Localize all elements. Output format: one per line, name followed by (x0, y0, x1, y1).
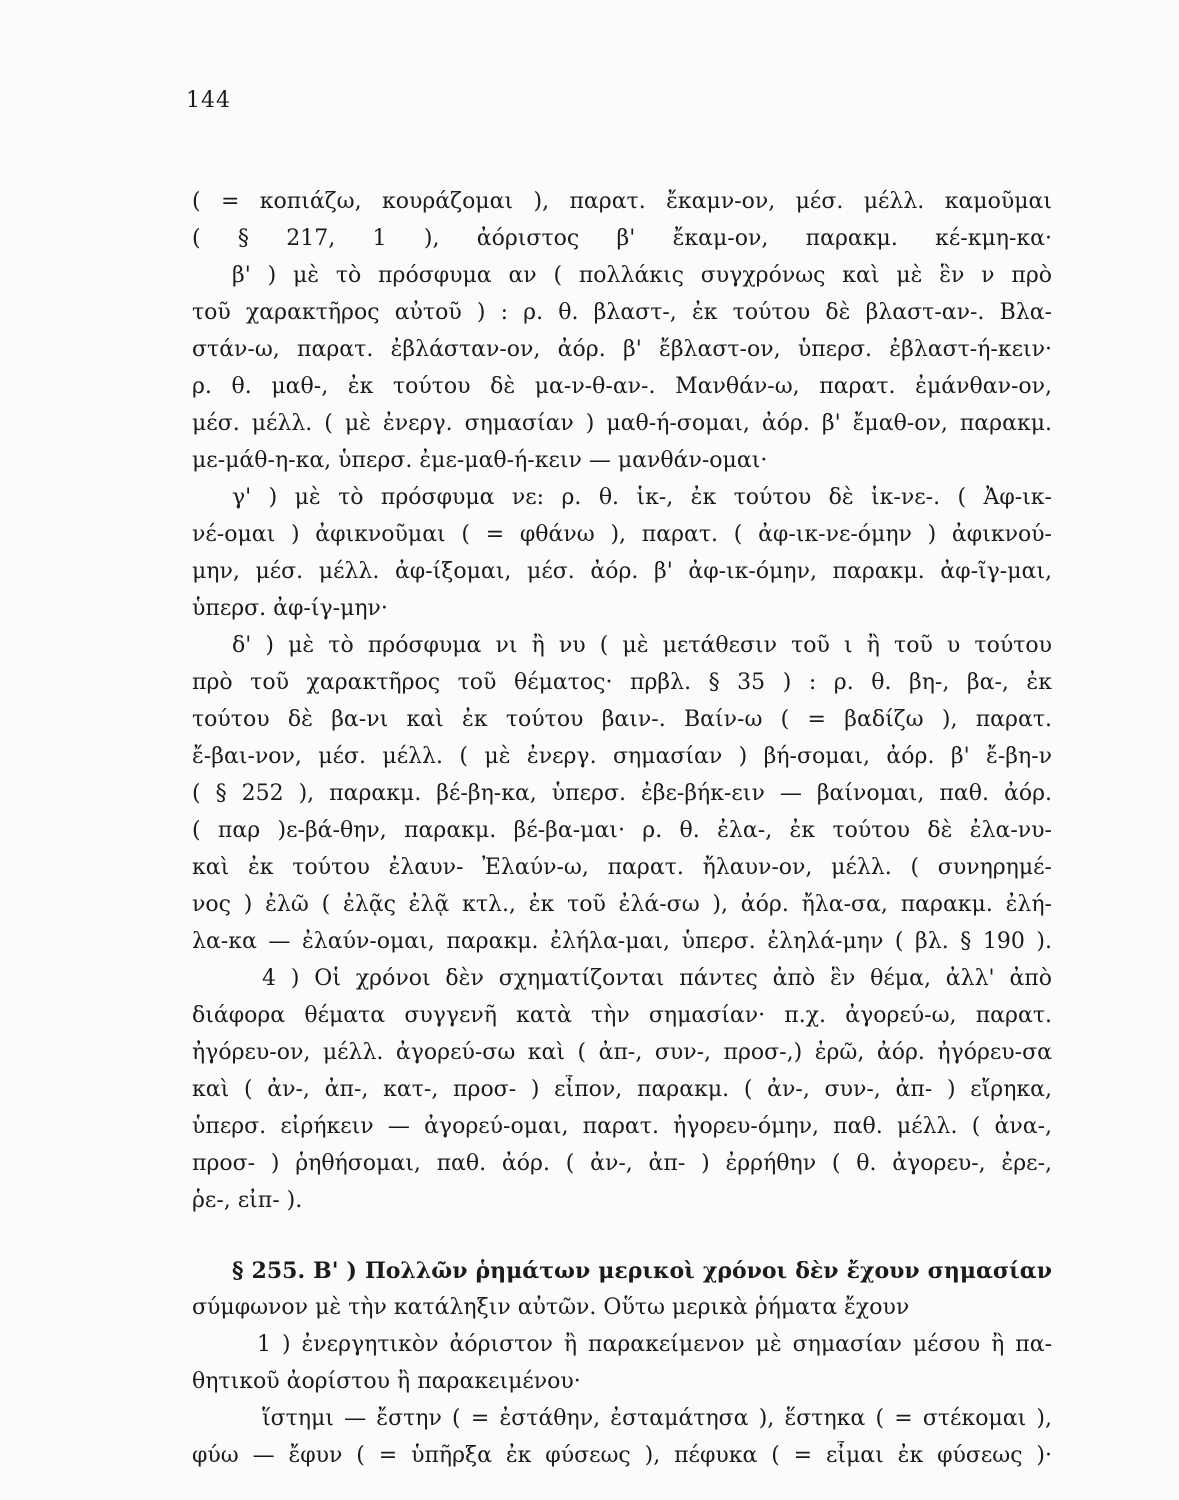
text-line: διάφορα θέματα συγγενῆ κατὰ τὴν σημασίαν· π.χ. ἀγορεύ-ω, παρατ. (192, 1003, 1052, 1028)
text-line: τοῦ χαρακτῆρος αὐτοῦ ) : ρ. θ. βλαστ-, ἐκ τούτου δὲ βλαστ-αν-. Βλα- (192, 300, 1052, 325)
text-line: ( = κοπιάζω, κουράζομαι ), παρατ. ἔκαμν-ον, μέσ. μέλλ. καμοῦμαι (192, 189, 1052, 214)
text-line: ὑπερσ. ἀφ-ίγ-μην· (192, 596, 388, 621)
text-line: πρὸ τοῦ χαρακτῆρος τοῦ θέματος· πρβλ. § 35 ) : ρ. θ. βη-, βα-, ἐκ (192, 670, 1052, 695)
text-line: δ' ) μὲ τὸ πρόσφυμα νι ἢ νυ ( μὲ μετάθεσιν τοῦ ι ἢ τοῦ υ τούτου (232, 633, 1052, 658)
text-line: θητικοῦ ἀορίστου ἢ παρακειμένου· (192, 1369, 581, 1394)
text-line: μέσ. μέλλ. ( μὲ ἐνεργ. σημασίαν ) μαθ-ή-σομαι, ἀόρ. β' ἔμαθ-ον, παρακμ. (192, 411, 1052, 436)
text-line: 1 ) ἐνεργητικὸν ἀόριστον ἢ παρακείμενον μὲ σημασίαν μέσου ἢ πα- (257, 1332, 1052, 1357)
text-line: μην, μέσ. μέλλ. ἀφ-ίξομαι, μέσ. ἀόρ. β' ἀφ-ικ-όμην, παρακμ. ἀφ-ῖγ-μαι, (192, 559, 1052, 584)
text-line: τούτου δὲ βα-νι καὶ ἐκ τούτου βαιν-. Βαίν-ω ( = βαδίζω ), παρατ. (192, 707, 1052, 732)
text-line: ἔ-βαι-νον, μέσ. μέλλ. ( μὲ ἐνεργ. σημασίαν ) βή-σομαι, ἀόρ. β' ἔ-βη-ν (192, 744, 1052, 769)
text-line: ( παρ )ε-βά-θην, παρακμ. βέ-βα-μαι· ρ. θ. ἐλα-, ἐκ τούτου δὲ ἐλα-νυ- (192, 818, 1052, 843)
text-line: φύω — ἔφυν ( = ὑπῆρξα ἐκ φύσεως ), πέφυκα ( = εἶμαι ἐκ φύσεως )· (192, 1443, 1052, 1468)
page-number: 144 (186, 88, 231, 113)
section-heading-line: § 255. Β' ) Πολλῶν ῥημάτων μερικοὶ χρόνοι δὲν ἔχουν σημασίαν (232, 1258, 1052, 1284)
text-line: σύμφωνον μὲ τὴν κατάληξιν αὐτῶν. Οὕτω μερικὰ ῥήματα ἔχουν (192, 1295, 910, 1320)
text-line: ( § 217, 1 ), ἀόριστος β' ἔκαμ-ον, παρακμ. κέ-κμη-κα· (192, 226, 1052, 251)
text-line: ἠγόρευ-ον, μέλλ. ἀγορεύ-σω καὶ ( ἀπ-, συν-, προσ-,) ἐρῶ, ἀόρ. ἠγόρευ-σα (192, 1040, 1052, 1065)
text-line: προσ- ) ῥηθήσομαι, παθ. ἀόρ. ( ἀν-, ἀπ- ) ἐρρήθην ( θ. ἀγορευ-, ἐρε-, (192, 1151, 1052, 1176)
text-line: καὶ ( ἀν-, ἀπ-, κατ-, προσ- ) εἶπον, παρακμ. ( ἀν-, συν-, ἀπ- ) εἴρηκα, (192, 1077, 1052, 1102)
text-line: με-μάθ-η-κα, ὑπερσ. ἐμε-μαθ-ή-κειν — μανθάν-ομαι· (192, 448, 768, 473)
text-line: ( § 252 ), παρακμ. βέ-βη-κα, ὑπερσ. ἐβε-βήκ-ειν — βαίνομαι, παθ. ἀόρ. (192, 781, 1052, 806)
text-line: γ' ) μὲ τὸ πρόσφυμα νε: ρ. θ. ἱκ-, ἐκ τούτου δὲ ἱκ-νε-. ( Ἀφ-ικ- (232, 485, 1052, 510)
text-line: στάν-ω, παρατ. ἐβλάσταν-ον, ἀόρ. β' ἔβλαστ-ον, ὑπερσ. ἐβλαστ-ή-κειν· (192, 337, 1052, 362)
text-line: ῥε-, εἰπ- ). (192, 1188, 303, 1213)
text-line: 4 ) Οἱ χρόνοι δὲν σχηματίζονται πάντες ἀπὸ ἓν θέμα, ἀλλ' ἀπὸ (262, 966, 1052, 991)
text-line: ὑπερσ. εἰρήκειν — ἀγορεύ-ομαι, παρατ. ἠγορευ-όμην, παθ. μέλλ. ( ἀνα-, (192, 1114, 1052, 1139)
text-line: νος ) ἐλῶ ( ἐλᾷς ἐλᾷ κτλ., ἐκ τοῦ ἐλά-σω ), ἀόρ. ἤλα-σα, παρακμ. ἐλή- (192, 892, 1052, 917)
text-line: καὶ ἐκ τούτου ἐλαυν- Ἐλαύν-ω, παρατ. ἤλαυν-ον, μέλλ. ( συνηρημέ- (192, 855, 1052, 880)
text-line: β' ) μὲ τὸ πρόσφυμα αν ( πολλάκις συγχρόνως καὶ μὲ ἓν ν πρὸ (232, 263, 1052, 288)
text-line: νέ-ομαι ) ἀφικνοῦμαι ( = φθάνω ), παρατ. ( ἀφ-ικ-νε-όμην ) ἀφικνού- (192, 522, 1052, 547)
text-line: ἵστημι — ἔστην ( = ἐστάθην, ἐσταμάτησα ), ἕστηκα ( = στέκομαι ), (262, 1406, 1052, 1431)
text-line: ρ. θ. μαθ-, ἐκ τούτου δὲ μα-ν-θ-αν-. Μανθάν-ω, παρατ. ἐμάνθαν-ον, (192, 374, 1052, 399)
text-line: λα-κα — ἐλαύν-ομαι, παρακμ. ἐλήλα-μαι, ὑπερσ. ἐληλά-μην ( βλ. § 190 ). (192, 929, 1052, 954)
